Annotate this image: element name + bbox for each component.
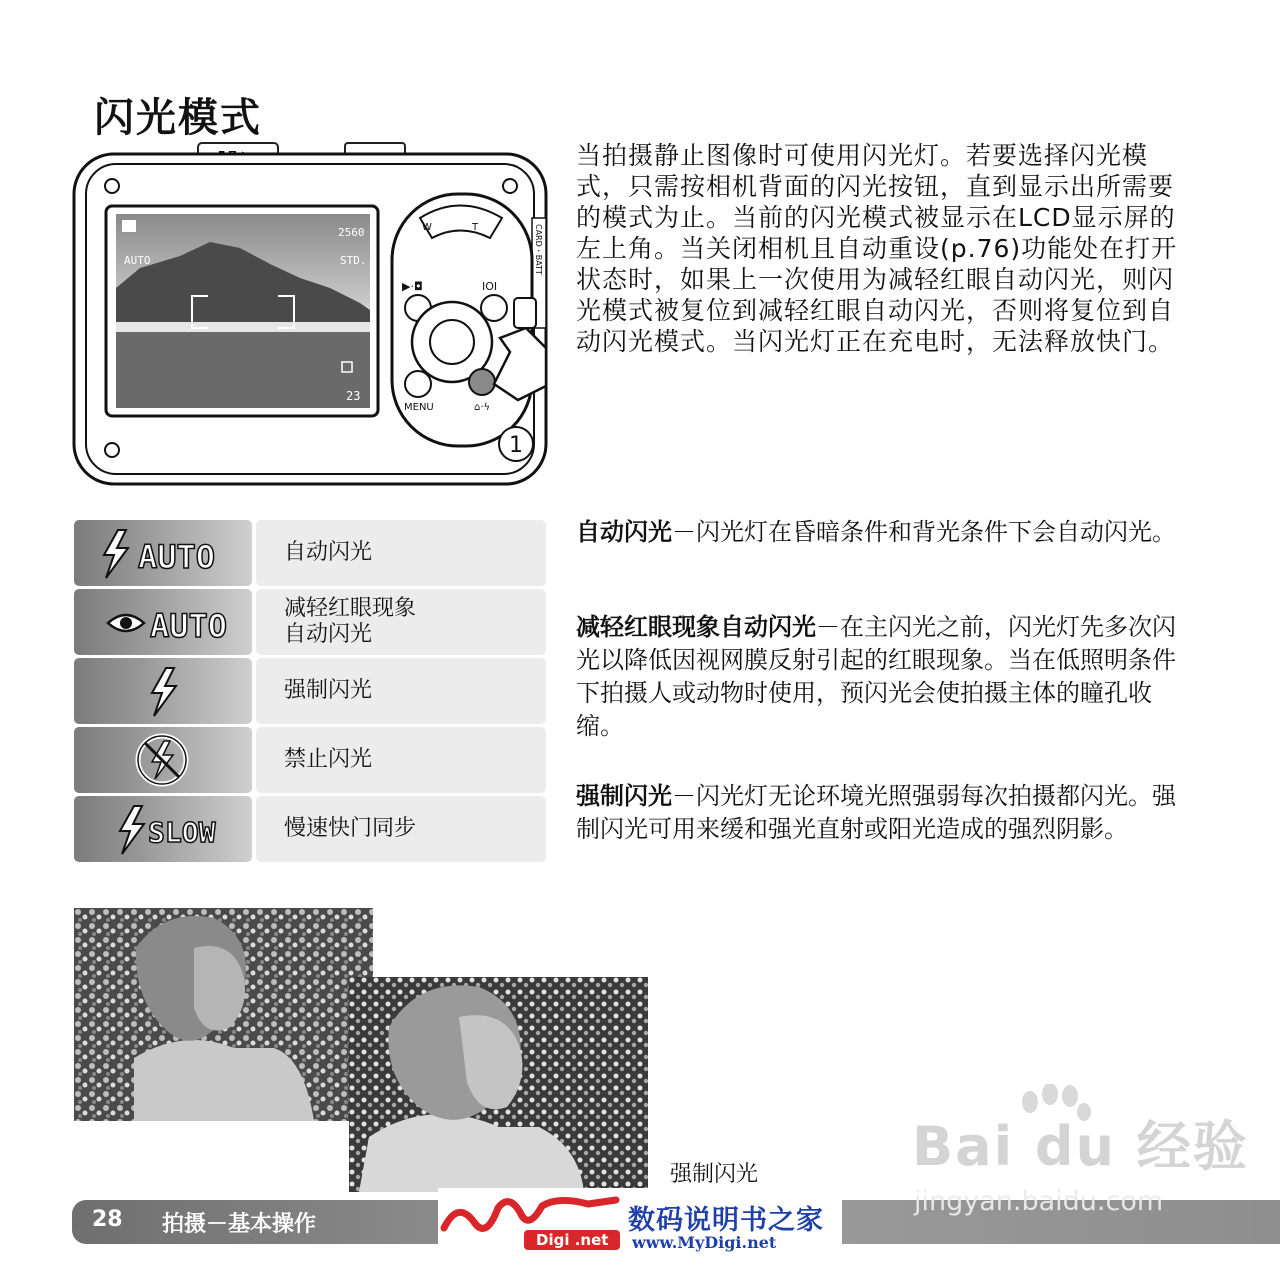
flash-mode-label: 慢速快门同步: [284, 816, 417, 841]
flash-mode-label-cell: [256, 727, 546, 793]
description-term: 自动闪光: [576, 518, 672, 546]
flash-off-icon: [74, 727, 252, 793]
flash-bolt-icon: [74, 520, 252, 586]
flash-mode-row-slow: [74, 796, 546, 862]
svg-text:IOI: IOI: [482, 280, 498, 293]
flash-mode-label-cell: [256, 658, 546, 724]
flash-mode-icon-text: AUTO: [150, 607, 228, 645]
card-batt-label: CARD・BATT: [534, 224, 543, 275]
example-photo-fill-flash: [349, 977, 648, 1192]
flash-mode-icon-cell: [74, 658, 252, 724]
intro-paragraph: 当拍摄静止图像时可使用闪光灯。若要选择闪光模式，只需按相机背面的闪光按钮，直到显示出所需要的模式为止。当前的闪光模式被显示在LCD显示屏的左上角。当关闭相机且自动重设(p.76)功能处在打开状态时，如果上一次使用为减轻红眼自动闪光，则闪光模式被复位到减轻红眼自动闪光，否则将复位到自动闪光模式。当闪光灯正在充电时，无法释放快门。: [576, 141, 1178, 356]
description-term: 减轻红眼现象自动闪光: [576, 613, 816, 641]
flash-mode-row-redeye: [74, 589, 546, 655]
flash-mode-label: 强制闪光: [284, 678, 373, 703]
lcd-quality: STD.: [340, 254, 367, 267]
flash-bolt-icon: [74, 658, 252, 724]
flash-mode-icon-text: SLOW: [148, 816, 216, 849]
flash-mode-icon-text: AUTO: [138, 538, 216, 576]
flash-mode-row-fill: [74, 658, 546, 724]
flash-mode-label: 减轻红眼现象 自动闪光: [284, 596, 417, 647]
description-text: －在主闪光之前，闪光灯先多次闪光以降低因视网膜反射引起的红眼现象。当在低照明条件下拍摄人或动物时使用，预闪光会使拍摄主体的瞳孔收缩。: [576, 613, 1176, 740]
svg-text:⌂·ϟ: ⌂·ϟ: [474, 402, 491, 413]
zoom-t-label: T: [472, 222, 479, 233]
zoom-w-label: W: [422, 222, 432, 233]
baidu-jingyan-logo: Bai du 经验: [912, 1115, 1249, 1178]
description-fill-flash: [576, 780, 1196, 846]
svg-text:▶·◘: ▶·◘: [402, 280, 423, 293]
lcd-flash-mode: AUTO: [124, 254, 151, 267]
flash-mode-label-cell: [256, 589, 546, 655]
flash-mode-label: 自动闪光: [284, 540, 373, 565]
callout-number: 1: [509, 433, 523, 458]
flash-mode-icon-cell: [74, 727, 252, 793]
description-red-eye: [576, 611, 1196, 743]
flash-mode-icon-cell: [74, 520, 252, 586]
red-eye-icon: [74, 589, 252, 655]
page-title: 闪光模式: [94, 95, 262, 141]
description-text: －闪光灯在昏暗条件和背光条件下会自动闪光。: [672, 518, 1176, 546]
description-text: －闪光灯无论环境光照强弱每次拍摄都闪光。强制闪光可用来缓和强光直射或阳光造成的强烈阴影。: [576, 782, 1176, 843]
lcd-frames: 23: [346, 389, 361, 403]
flash-mode-row-auto: [74, 520, 546, 586]
mydigi-badge-text: Digi .net: [536, 1231, 609, 1249]
flash-mode-icon-cell: [74, 589, 252, 655]
flash-mode-label-cell: [256, 520, 546, 586]
example-photo-without-flash: [74, 908, 373, 1121]
photo-caption: 强制闪光: [670, 1162, 759, 1187]
page-number: 28: [92, 1207, 123, 1232]
menu-label: MENU: [404, 402, 434, 413]
mydigi-site-name: 数码说明书之家: [628, 1205, 824, 1236]
lcd-resolution: 2560: [338, 226, 365, 239]
camera-back-illustration: [70, 138, 550, 488]
mydigi-site-url: www.MyDigi.net: [632, 1233, 777, 1252]
flash-mode-label: 禁止闪光: [284, 747, 373, 772]
flash-mode-icon-cell: [74, 796, 252, 862]
description-term: 强制闪光: [576, 782, 672, 810]
description-auto-flash: [576, 516, 1196, 549]
section-name: 拍摄－基本操作: [162, 1212, 317, 1237]
flash-mode-label-cell: [256, 796, 546, 862]
baidu-jingyan-url: jingyan.baidu.com: [914, 1186, 1164, 1217]
flash-mode-row-off: [74, 727, 546, 793]
flash-bolt-icon: [74, 796, 252, 862]
